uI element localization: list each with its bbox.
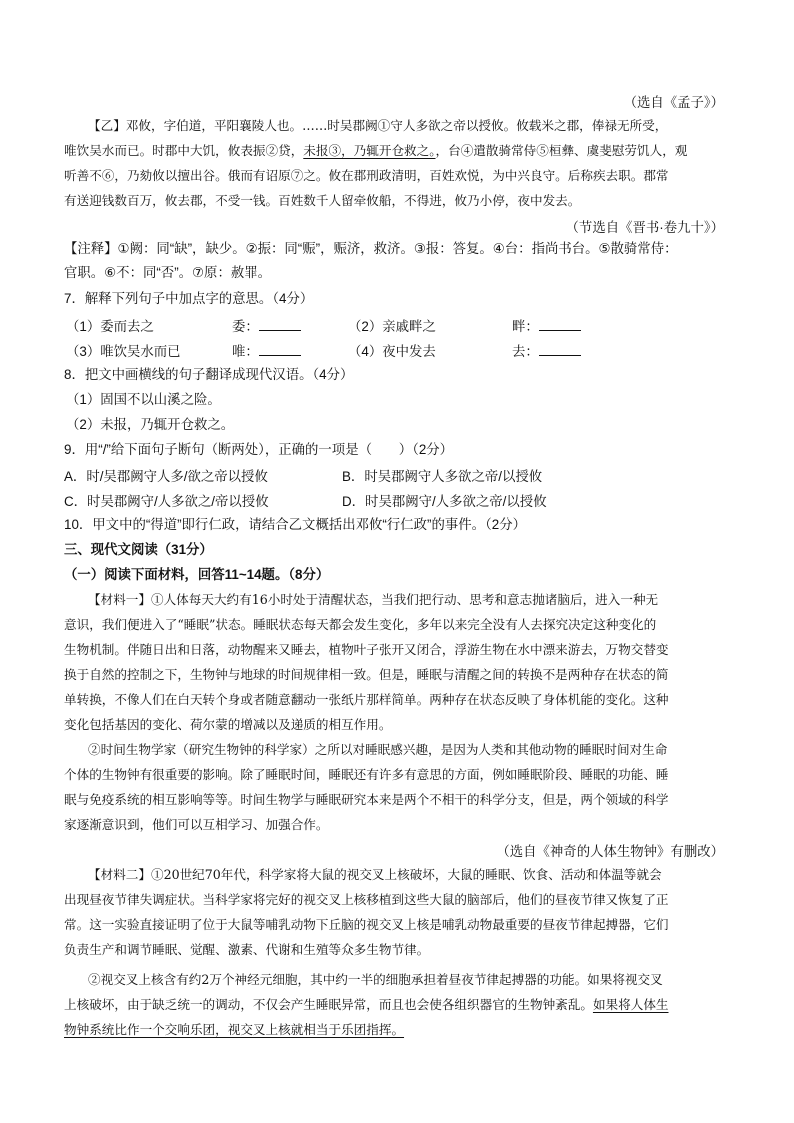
q7-word-4: 去： [512,344,539,359]
m1-line-5: 单转换，不像人们在白天转个身或者随意翻动一张纸片那样简单。两种存在状态反映了身体机能的变化。这种 [64,692,669,707]
q7-answer-3 [232,341,301,360]
q7-answer-1 [232,316,301,335]
source-jinshu: （节选自《晋书·卷九十》） [565,220,724,235]
answer-blank[interactable] [259,318,301,331]
m2-line-2: 出现昼夜节律失调症状。当科学家将完好的视交叉上核移植到这些大鼠的脑部后，他们的昼夜节律又恢复了正 [64,892,669,907]
yi-line-2-text: 唯饮吴水而已。时郡中大饥，攸表振②贷， [64,143,304,158]
m1-line-4: 换于自然的控制之下，生物钟与地球的时间规律相一致。但是，睡眠与清醒之间的转换不是两种存在状态的简 [64,667,669,682]
q8-stem: 8．把文中画横线的句子翻译成现代汉语。（4分） [64,367,354,382]
q9-option-c[interactable]: C．时吴郡阙守/人多欲之/帝以授攸 [64,494,269,509]
q8-item-1: （1）固国不以山溪之险。 [66,392,221,407]
q7-item-2: （2）亲戚畔之 [348,319,436,334]
section-heading: 三、现代文阅读（31分） [64,542,213,557]
yi-line-1: 【乙】邓攸，字伯道，平阳襄陵人也。……时吴郡阙①守人多欲之帝以授攸。攸载米之郡，俸禄无所受， [88,118,668,133]
q7-stem: 7．解释下列句子中加点字的意思。（4分） [64,291,314,306]
q8-item-2: （2）未报，乃辄开仓救之。 [66,417,235,432]
m1-line-10: 家逐渐意识到，他们可以互相学习、加强合作。 [64,817,329,832]
m1-line-7: ②时间生物学家（研究生物钟的科学家）之所以对睡眠感兴趣，是因为人类和其他动物的睡眠时间对生命 [88,742,668,757]
q7-answer-2 [512,316,581,335]
yi-line-2 [64,142,687,160]
q7-item-4: （4）夜中发去 [348,344,436,359]
notes-line-2: 官职。⑥不：同“否”。⑦原：赦罪。 [64,265,272,280]
subsection-heading: （一）阅读下面材料，回答11~14题。（8分） [64,567,330,582]
answer-blank[interactable] [539,318,581,331]
q10-stem: 10．甲文中的“得道”即行仁政，请结合乙文概括出邓攸“行仁政”的事件。（2分） [64,517,526,532]
q7-item-3: （3）唯饮吴水而已 [66,344,181,359]
yi-line-2-tail: ，台④遣散骑常侍⑤桓彝、虞斐慰劳饥人，观 [435,143,688,158]
m2-underlined-part2: 物钟系统比作一个交响乐团，视交叉上核就相当于乐团指挥。 [64,1022,405,1037]
yi-line-4: 有送迎钱数百万，攸去郡，不受一钱。百姓数千人留牵攸船，不得进，攸乃小停，夜中发去。 [64,193,581,208]
m2-line-5: ②视交叉上核含有约2万个神经元细胞，其中约一半的细胞承担着昼夜节律起搏器的功能。如果将视交叉 [88,972,663,987]
q7-answer-4 [512,341,581,360]
source-mengzi: （选自《孟子》） [623,95,724,110]
m2-line-3: 常。这一实验直接证明了位于大鼠等哺乳动物下丘脑的视交叉上核是哺乳动物最重要的昼夜节律起搏器，它们 [64,917,669,932]
m1-line-2: 意识，我们便进入了“睡眠”状态。睡眠状态每天都会发生变化，多年以来完全没有人去探究决定这种变化的 [64,617,657,632]
m2-underlined-part1: 如果将人体生 [592,997,669,1012]
answer-blank[interactable] [539,343,581,356]
m1-line-6: 变化包括基因的变化、荷尔蒙的增减以及递质的相互作用。 [64,717,392,732]
q9-option-d[interactable]: D．时吴郡阙守/人多欲之帝/以授攸 [342,494,547,509]
q9-option-b[interactable]: B．时吴郡阙守人多欲之帝/以授攸 [342,469,543,484]
m2-line-4: 负责生产和调节睡眠、觉醒、激素、代谢和生殖等众多生物节律。 [64,942,430,957]
q9-option-a[interactable]: A．时/吴郡阙守人多/欲之帝以授攸 [64,469,268,484]
source-shengwuzhong: （选自《神奇的人体生物钟》有删改） [496,844,724,859]
m1-line-3: 生物机制。伴随日出和日落，动物醒来又睡去，植物叶子张开又闭合，浮游生物在水中漂来游去，万物交替变 [64,642,669,657]
m2-line-6-text: 上核破坏，由于缺乏统一的调动，不仅会产生睡眠异常，而且也会使各组织器官的生物钟紊乱。 [64,997,593,1012]
notes-line-1: 【注释】①阙：同“缺”，缺少。②振：同“赈”，赈济，救济。③报：答复。④台：指尚书台。⑤散骑常侍： [64,241,678,256]
yi-underlined-sentence: 未报③，乃辄开仓救之。 [303,143,436,158]
m2-line-6 [64,996,669,1014]
m1-line-8: 个体的生物钟有很重要的影响。除了睡眠时间，睡眠还有许多有意思的方面，例如睡眠阶段、睡眠的功能、睡 [64,767,669,782]
q7-word-3: 唯： [232,344,259,359]
m2-line-1: 【材料二】①20世纪70年代，科学家将大鼠的视交叉上核破坏，大鼠的睡眠、饮食、活动和体温等就会 [88,867,662,882]
q7-word-1: 委： [232,319,259,334]
m1-line-9: 眠与免疫系统的相互影响等等。时间生物学与睡眠研究本来是两个不相干的科学分支，但是，两个领域的科学 [64,792,669,807]
q7-item-1: （1）委而去之 [66,319,154,334]
q7-word-2: 畔： [512,319,539,334]
q9-stem: 9．用“/”给下面句子断句（断两处），正确的一项是（ ）（2分） [64,442,454,457]
yi-line-3: 听善不⑥，乃劾攸以擅出谷。俄而有诏原⑦之。攸在郡刑政清明，百姓欢悦，为中兴良守。后称疾去职。郡常 [64,168,669,183]
m1-line-1: 【材料一】①人体每天大约有16小时处于清醒状态，当我们把行动、思考和意志抛诸脑后，进入一种无 [88,592,659,607]
answer-blank[interactable] [259,343,301,356]
